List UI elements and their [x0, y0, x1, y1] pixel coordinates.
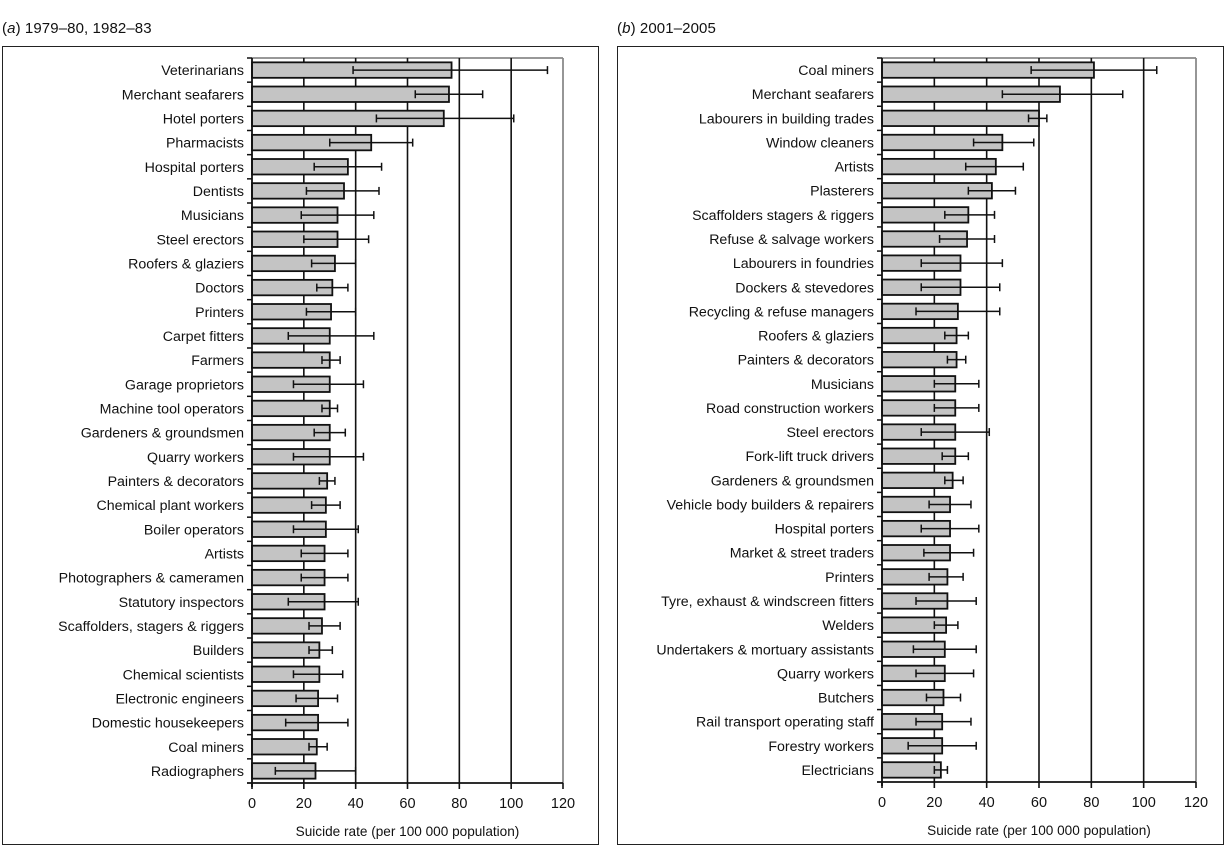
chart-a-category-label: Scaffolders, stagers & riggers: [58, 618, 244, 635]
chart-b-x-tick-label: 20: [926, 795, 943, 811]
chart-b-bar-row: [656, 637, 976, 658]
chart-b-x-axis-title: Suicide rate (per 100 000 population): [927, 823, 1151, 838]
chart-b-category-label: Undertakers & mortuary assistants: [656, 642, 874, 659]
chart-b-bar-row: [738, 348, 966, 369]
chart-a-category-label: Boiler operators: [143, 522, 244, 539]
chart-a-category-label: Painters & decorators: [107, 473, 244, 490]
chart-a-category-label: Photographers & cameramen: [58, 570, 244, 587]
chart-b-category-label: Window cleaners: [765, 135, 874, 152]
chart-b-category-label: Plasterers: [810, 183, 874, 200]
chart-a-category-label: Hospital porters: [144, 159, 244, 176]
chart-a-category-label: Builders: [192, 643, 244, 660]
chart-a-category-label: Statutory inspectors: [118, 594, 244, 611]
chart-b-bar-row: [822, 613, 958, 634]
chart-a-category-label: Merchant seafarers: [121, 87, 244, 104]
chart-a-category-label: Electronic engineers: [115, 691, 244, 708]
chart-b-category-label: Market & street traders: [729, 545, 874, 562]
chart-b-bar-row: [798, 58, 1156, 79]
chart-b-x-tick-label: 40: [978, 795, 995, 811]
chart-b-bar-row: [777, 661, 974, 682]
chart-b-bar-row: [768, 734, 976, 755]
chart-a-category-label: Roofers & glaziers: [128, 256, 244, 273]
chart-b-category-label: Musicians: [810, 376, 874, 393]
chart-b-bar-row: [825, 565, 963, 586]
chart-a-category-label: Steel erectors: [156, 232, 244, 249]
chart-b-category-label: Labourers in foundries: [732, 256, 874, 273]
chart-b-category-label: Forestry workers: [768, 738, 874, 755]
chart-b-bar-row: [709, 227, 994, 248]
chart-b-category-label: Road construction workers: [706, 400, 874, 417]
chart-b-bar-row: [706, 396, 979, 417]
chart-b-category-label: Printers: [825, 569, 874, 586]
chart-a-category-label: Artists: [204, 546, 244, 563]
panel-a-letter: a: [7, 20, 16, 37]
chart-a-x-tick-label: 120: [550, 796, 576, 812]
chart-b-x-tick-label: 80: [1083, 795, 1100, 811]
chart-a-category-label: Chemical plant workers: [96, 498, 244, 515]
chart-b-bar-row: [786, 420, 989, 441]
chart-b-x-tick-label: 100: [1131, 795, 1156, 811]
chart-a-category-label: Garage proprietors: [124, 377, 244, 394]
chart-b-bar-row: [810, 179, 1015, 200]
chart-b-bar-row: [766, 130, 1034, 151]
chart-b-bar-row: [758, 323, 968, 344]
chart-b-bar-row: [692, 203, 994, 224]
chart-a-category-label: Chemical scientists: [122, 667, 244, 684]
chart-b-category-label: Scaffolders stagers & riggers: [692, 207, 874, 224]
chart-b-category-label: Tyre, exhaust & windscreen fitters: [661, 594, 874, 610]
chart-a-x-tick-label: 40: [347, 796, 364, 812]
chart-b-category-label: Artists: [834, 159, 874, 176]
panel-b-prefix: (: [617, 20, 623, 37]
chart-b-bar-row: [811, 372, 979, 393]
chart-b-bar-row: [711, 468, 963, 489]
chart-b-category-label: Hospital porters: [774, 521, 874, 538]
chart-b-bar-row: [699, 106, 1047, 127]
chart-b-bar-row: [735, 275, 1000, 296]
chart-b-category-label: Recycling & refuse managers: [688, 304, 874, 321]
chart-a-category-label: Veterinarians: [161, 63, 244, 80]
chart-a-category-label: Gardeners & groundsmen: [80, 425, 244, 442]
chart-b-category-label: Labourers in building trades: [698, 111, 874, 128]
chart-a-x-tick-label: 20: [295, 796, 312, 812]
chart-b-category-label: Gardeners & groundsmen: [710, 473, 874, 490]
chart-b-category-label: Butchers: [818, 690, 874, 707]
chart-b-bar-row: [801, 758, 947, 779]
chart-b-category-label: Quarry workers: [777, 666, 874, 683]
chart-b-bar-row: [752, 82, 1123, 103]
chart-a-category-label: Doctors: [195, 280, 244, 297]
chart-b-category-label: Electricians: [801, 762, 874, 779]
chart-a-category-label: Domestic housekeepers: [91, 715, 244, 732]
chart-b-category-label: Dockers & stevedores: [735, 280, 874, 297]
chart-a-category-label: Carpet fitters: [162, 328, 244, 345]
chart-b-bar-row: [733, 251, 1003, 272]
chart-b-bar: [882, 111, 1039, 126]
panel-a-period: ) 1979–80, 1982–83: [15, 20, 152, 37]
chart-b-bar: [882, 352, 957, 367]
chart-a-category-label: Radiographers: [150, 763, 244, 780]
chart-b-category-label: Coal miners: [798, 63, 874, 80]
chart-a-category-label: Dentists: [192, 183, 244, 200]
chart-b-x-tick-label: 120: [1183, 795, 1209, 811]
panel-b-period: ) 2001–2005: [630, 20, 716, 37]
chart-b-category-label: Fork-lift truck drivers: [745, 449, 874, 466]
chart-b-category-label: Vehicle body builders & repairers: [666, 497, 874, 514]
chart-b-x-tick-label: 60: [1030, 795, 1048, 811]
chart-b-category-label: Merchant seafarers: [751, 87, 874, 104]
chart-b-bar: [882, 762, 941, 777]
chart-a-x-tick-label: 0: [247, 796, 257, 812]
chart-b-bar-row: [818, 685, 961, 706]
chart-a-x-axis-title: Suicide rate (per 100 000 population): [295, 824, 520, 839]
chart-a-category-label: Machine tool operators: [99, 401, 244, 418]
chart-a-x-tick-label: 100: [499, 796, 524, 812]
chart-b-bar: [882, 473, 953, 488]
chart-b-bar-row: [689, 299, 1000, 320]
chart-a-category-label: Quarry workers: [147, 449, 244, 466]
chart-a-category-label: Musicians: [180, 208, 244, 225]
chart-b-x-tick-label: 0: [877, 795, 887, 811]
chart-b-category-label: Rail transport operating staff: [696, 714, 874, 731]
chart-a-category-label: Pharmacists: [165, 135, 244, 152]
chart-b-category-label: Painters & decorators: [737, 352, 874, 369]
chart-a-x-tick-label: 60: [399, 796, 416, 812]
chart-b-category-label: Welders: [822, 618, 874, 635]
chart-b-category-label: Refuse & salvage workers: [709, 232, 874, 248]
panel-a-prefix: (: [2, 20, 8, 37]
chart-a-category-label: Farmers: [191, 353, 244, 370]
chart-b-bar-row: [730, 541, 974, 562]
chart-b-bar-row: [775, 517, 979, 538]
chart-b-category-label: Roofers & glaziers: [758, 328, 874, 345]
chart-a-x-tick-label: 80: [451, 796, 468, 812]
chart-b-category-label: Steel erectors: [786, 425, 874, 442]
chart-b-bar-row: [835, 155, 1024, 176]
chart-b-bar-row: [661, 589, 976, 610]
chart-b-bar-row: [667, 492, 971, 513]
chart-a-category-label: Printers: [195, 304, 244, 321]
chart-a-category-label: Coal miners: [168, 739, 244, 756]
chart-a-category-label: Hotel porters: [162, 111, 244, 128]
panel-b-letter: b: [622, 20, 631, 37]
chart-b-bar-row: [696, 710, 971, 731]
